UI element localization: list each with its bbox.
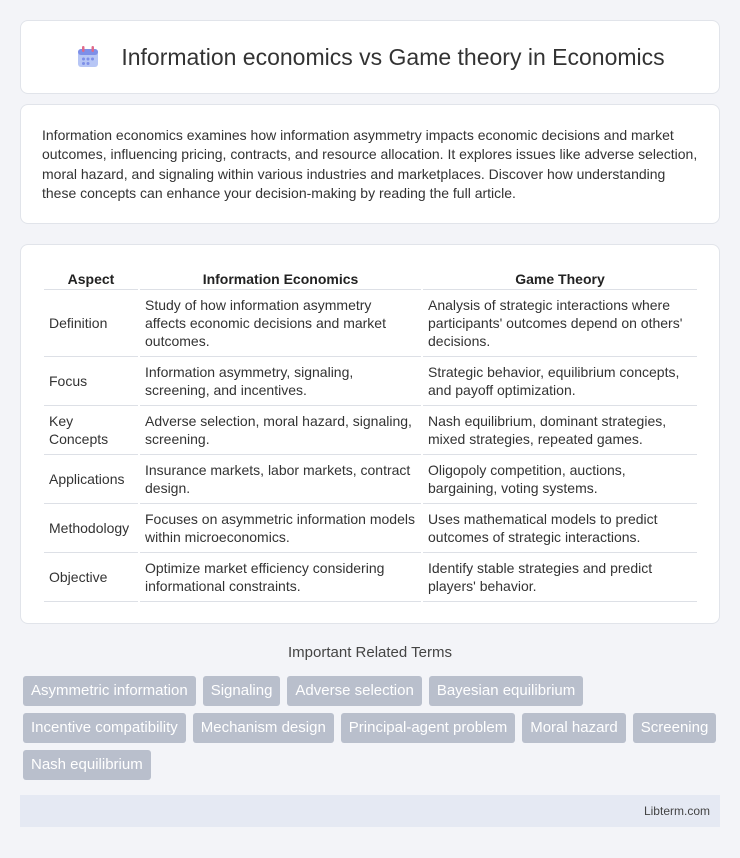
related-term-tag[interactable]: Incentive compatibility	[23, 713, 186, 743]
table-cell-information-economics: Optimize market efficiency considering informational constraints.	[140, 553, 421, 602]
footer-site-link[interactable]: Libterm.com	[643, 804, 710, 818]
table-cell-game-theory: Analysis of strategic interactions where participants' outcomes depend on others' decisions.	[423, 290, 697, 357]
table-cell-aspect: Applications	[44, 455, 138, 504]
table-cell-information-economics: Study of how information asymmetry affects economic decisions and market outcomes.	[140, 290, 421, 357]
table-cell-information-economics: Adverse selection, moral hazard, signaling, screening.	[140, 406, 421, 455]
table-cell-information-economics: Insurance markets, labor markets, contract design.	[140, 455, 421, 504]
related-term-tag[interactable]: Signaling	[203, 676, 281, 706]
related-terms-list	[23, 676, 723, 780]
related-term-tag[interactable]: Bayesian equilibrium	[429, 676, 583, 706]
column-header-aspect: Aspect	[44, 265, 138, 290]
table-cell-aspect: Focus	[44, 357, 138, 406]
column-header-game-theory: Game Theory	[423, 265, 697, 290]
table-row	[44, 290, 697, 357]
table-cell-aspect: Methodology	[44, 504, 138, 553]
related-term-tag[interactable]: Principal-agent problem	[341, 713, 515, 743]
table-cell-game-theory: Oligopoly competition, auctions, bargaining, voting systems.	[423, 455, 697, 504]
related-term-tag[interactable]: Mechanism design	[193, 713, 334, 743]
table-cell-aspect: Objective	[44, 553, 138, 602]
related-term-tag[interactable]: Moral hazard	[522, 713, 626, 743]
table-row	[44, 455, 697, 504]
table-cell-information-economics: Focuses on asymmetric information models within microeconomics.	[140, 504, 421, 553]
intro-card	[20, 104, 720, 224]
related-term-tag[interactable]: Adverse selection	[287, 676, 421, 706]
table-cell-aspect: Definition	[44, 290, 138, 357]
table-cell-game-theory: Uses mathematical models to predict outcomes of strategic interactions.	[423, 504, 697, 553]
comparison-table	[42, 265, 699, 602]
related-terms-title: Important Related Terms	[288, 644, 452, 661]
column-header-information-economics: Information Economics	[140, 265, 421, 290]
table-row	[44, 553, 697, 602]
table-row	[44, 504, 697, 553]
intro-text: Information economics examines how information asymmetry impacts economic decisions and market outcomes, influencing pricing, contracts, and resource allocation. It explores issues like adverse selection, moral hazard, and signaling within various industries and marketplaces. Discover how understanding these concepts can enhance your decision-making by reading the full article.	[42, 127, 698, 202]
table-cell-game-theory: Identify stable strategies and predict players' behavior.	[423, 553, 697, 602]
table-row	[44, 357, 697, 406]
table-cell-game-theory: Nash equilibrium, dominant strategies, mixed strategies, repeated games.	[423, 406, 697, 455]
table-cell-game-theory: Strategic behavior, equilibrium concepts, and payoff optimization.	[423, 357, 697, 406]
table-cell-information-economics: Information asymmetry, signaling, screening, and incentives.	[140, 357, 421, 406]
table-cell-aspect: Key Concepts	[44, 406, 138, 455]
header-card	[20, 20, 720, 94]
table-row	[44, 406, 697, 455]
page-title: Information economics vs Game theory in Economics	[121, 43, 665, 70]
related-term-tag[interactable]: Asymmetric information	[23, 676, 196, 706]
related-term-tag[interactable]: Nash equilibrium	[23, 750, 151, 780]
footer	[20, 795, 720, 827]
table-header-row	[44, 265, 697, 290]
calendar-icon	[75, 44, 101, 70]
comparison-card	[20, 244, 720, 624]
related-term-tag[interactable]: Screening	[633, 713, 717, 743]
